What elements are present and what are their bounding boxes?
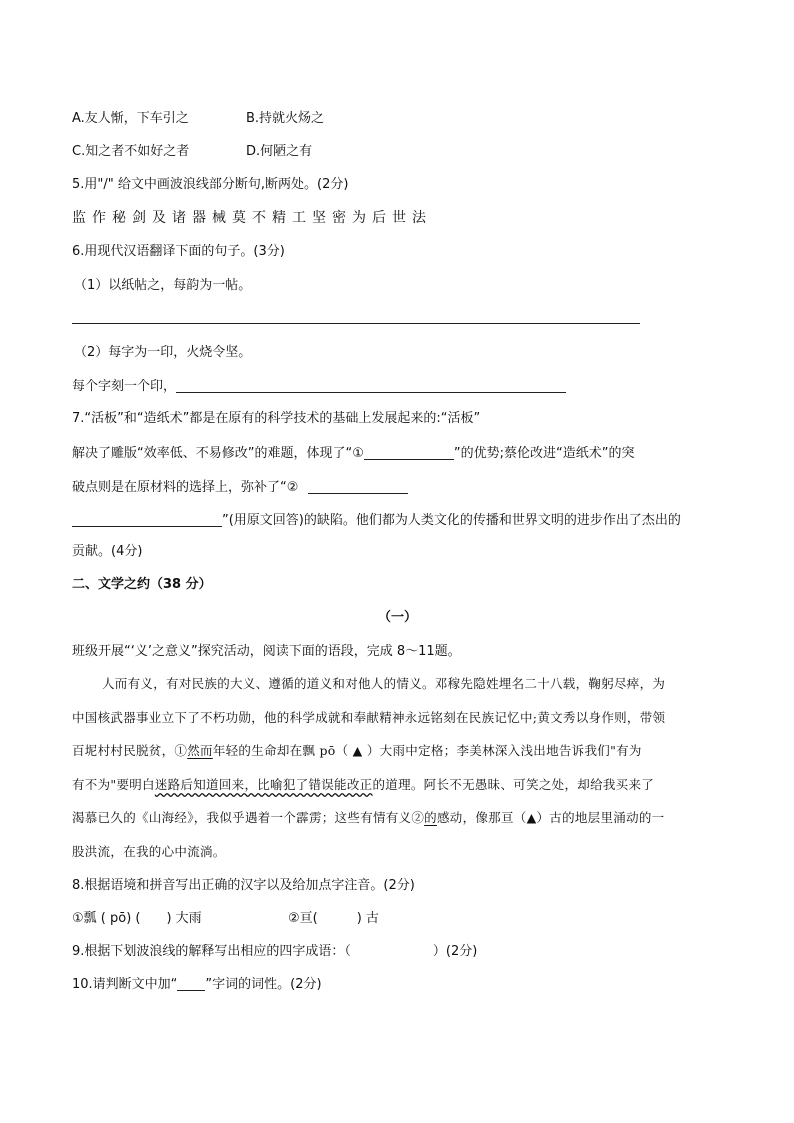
passage-text: 有不为"要明白 [72, 777, 155, 792]
passage-line [72, 812, 664, 825]
passage-line [72, 779, 654, 792]
question-7-text: 解决了雕版“效率低、不易修改”的难题，体现了“① [72, 446, 364, 461]
passage-line [72, 745, 642, 758]
question-5-text: 监作秘剑及诸器械莫不精工坚密为后世法 [72, 210, 432, 226]
question-6-prompt: 6.用现代汉语翻译下面的句子。(3分) [72, 244, 285, 259]
question-8-item-a[interactable]: ①瓢 ( pō) ( ) 大雨 [72, 911, 202, 926]
question-10-text: 10.请判断文中加“ [72, 977, 178, 992]
part-heading: （一） [378, 610, 418, 625]
section-intro: 班级开展“‘义’之意义”探究活动，阅读下面的语段，完成 8～11题。 [72, 644, 461, 659]
answer-blank-6-2[interactable] [176, 378, 566, 393]
option-b: B.持就火炀之 [246, 111, 325, 126]
question-7-line-5: 贡献。(4分) [72, 544, 143, 559]
question-7-text: ”的优势;蔡伦改进“造纸术”的突 [453, 446, 635, 461]
underline-marker [177, 978, 205, 991]
answer-line-6-1[interactable] [72, 323, 640, 324]
question-7-text: ”(用原文回答)的缺陷。他们都为人类文化的传播和世界文明的进步作出了杰出的 [222, 513, 681, 528]
question-6-item-2-answer [72, 378, 566, 393]
question-6-item-2: （2）每字为一印，火烧令坚。 [74, 345, 252, 360]
passage-text: 的道理。阿长不无愚昧、可笑之处，却给我买来了 [372, 777, 655, 792]
underlined-word: 然而 [187, 743, 213, 758]
question-7-line-1: 7.“活板”和“造纸术”都是在原有的科学技术的基础上发展起来的:“活板” [72, 411, 481, 426]
option-d: D.何陋之有 [246, 144, 313, 159]
question-7-text: 破点则是在原材料的选择上，弥补了“② [72, 480, 299, 495]
question-6-item-1: （1）以纸帖之，每韵为一帖。 [74, 278, 252, 293]
answer-blank-7-2[interactable] [308, 479, 408, 494]
passage-text: 渴慕已久的《山海经》，我似乎遇着一个霹雳；这些有情有义② [72, 810, 425, 825]
question-8-prompt: 8.根据语境和拼音写出正确的汉字以及给加点字注音。(2分) [72, 878, 415, 893]
wavy-underlined-phrase: 迷路后知道回来，比喻犯了错误能改正 [154, 777, 373, 792]
answer-blank-7-2-cont[interactable] [72, 512, 222, 527]
question-7-line-3 [72, 479, 408, 494]
question-5-prompt: 5.用"/" 给文中画波浪线部分断句,断两处。(2分) [72, 177, 349, 192]
question-10-text: ”字词的词性。(2分) [205, 977, 322, 992]
passage-line: 人而有义，有对民族的大义、遵循的道义和对他人的情义。邓稼先隐姓埋名二十八载，鞠躬尽瘁，为 [102, 676, 666, 691]
answer-blank-7-1[interactable] [364, 445, 454, 460]
question-7-line-4 [72, 512, 681, 527]
option-c: C.知之者不如好之者 [72, 144, 190, 159]
option-a: A.友人惭，下车引之 [72, 111, 189, 126]
passage-line: 中国核武器事业立下了不朽功勋，他的科学成就和奉献精神永远铭刻在民族记忆中;黄文秀以身作则，带领 [72, 710, 666, 725]
passage-line: 股洪流，在我的心中流淌。 [72, 844, 226, 859]
answer-prefix: 每个字刻一个印， [72, 379, 177, 394]
question-8-item-b[interactable]: ②亘( ) 古 [288, 911, 379, 926]
passage-text: 年轻的生命却在飘 pō（ ▲ ）大雨中定格；李美林深入浅出地告诉我们"有为 [212, 743, 642, 758]
question-9-prompt [72, 945, 477, 958]
question-9-text: ）(2分) [432, 944, 478, 959]
question-10-prompt [72, 978, 322, 991]
question-7-line-2 [72, 445, 634, 460]
section-title: 二、文学之约（38 分） [72, 577, 212, 592]
question-9-text: 9.根据下划波浪线的解释写出相应的四字成语：（ [72, 944, 351, 959]
passage-text: 百坭村村民脱贫，① [72, 743, 188, 758]
passage-text: 感动，像那亘（▲）古的地层里涌动的一 [436, 810, 665, 825]
underlined-word: 的 [424, 810, 437, 825]
